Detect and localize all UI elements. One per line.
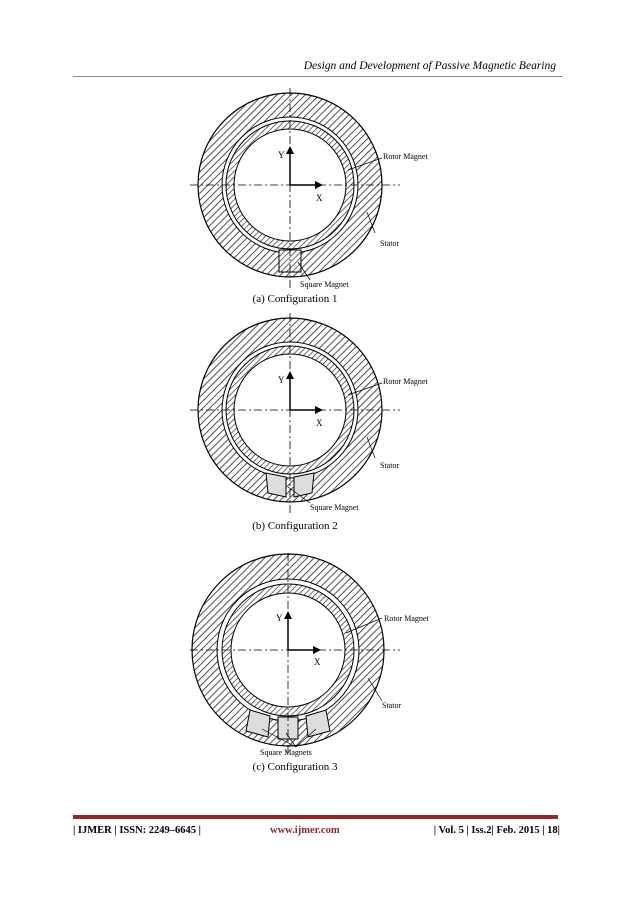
x-axis-label: X (316, 193, 323, 203)
stator-label: Stator (382, 701, 402, 710)
footer-journal-issn: | IJMER | ISSN: 2249–6645 | (73, 825, 201, 836)
x-axis-label: X (316, 418, 323, 428)
figure-configuration-3 (170, 553, 429, 778)
figure-caption: (c) Configuration 3 (252, 761, 338, 773)
footer-divider (73, 815, 558, 819)
running-header-title: Design and Development of Passive Magnetic Bearing (303, 60, 556, 72)
square-magnets-label: Square Magnets (260, 748, 312, 757)
square-magnet-label: Square Magnet (310, 503, 359, 512)
footer-website-link[interactable]: www.ijmer.com (270, 825, 340, 836)
figure-caption: (a) Configuration 1 (252, 293, 338, 305)
stator-label: Stator (380, 461, 400, 470)
square-magnet-label: Square Magnet (300, 280, 349, 289)
footer-volume-info: | Vol. 5 | Iss.2| Feb. 2015 | 18| (433, 825, 560, 836)
header-divider (73, 76, 562, 77)
y-axis-label: Y (278, 375, 285, 385)
figure-caption: (b) Configuration 2 (252, 520, 338, 532)
rotor-magnet-label: Rotor Magnet (383, 377, 428, 386)
y-axis-label: Y (276, 613, 283, 623)
figure-configuration-1 (170, 88, 428, 310)
bearing-diagram-3 (170, 553, 429, 758)
rotor-magnet-label: Rotor Magnet (384, 614, 429, 623)
x-axis-label: X (314, 657, 321, 667)
stator-label: Stator (380, 239, 400, 248)
square-magnet (266, 473, 286, 497)
bearing-diagram-1 (170, 88, 428, 293)
y-axis-label: Y (278, 150, 285, 160)
figure-configuration-2 (170, 313, 428, 535)
rotor-magnet-label: Rotor Magnet (383, 152, 428, 161)
bearing-diagram-2 (170, 313, 428, 518)
